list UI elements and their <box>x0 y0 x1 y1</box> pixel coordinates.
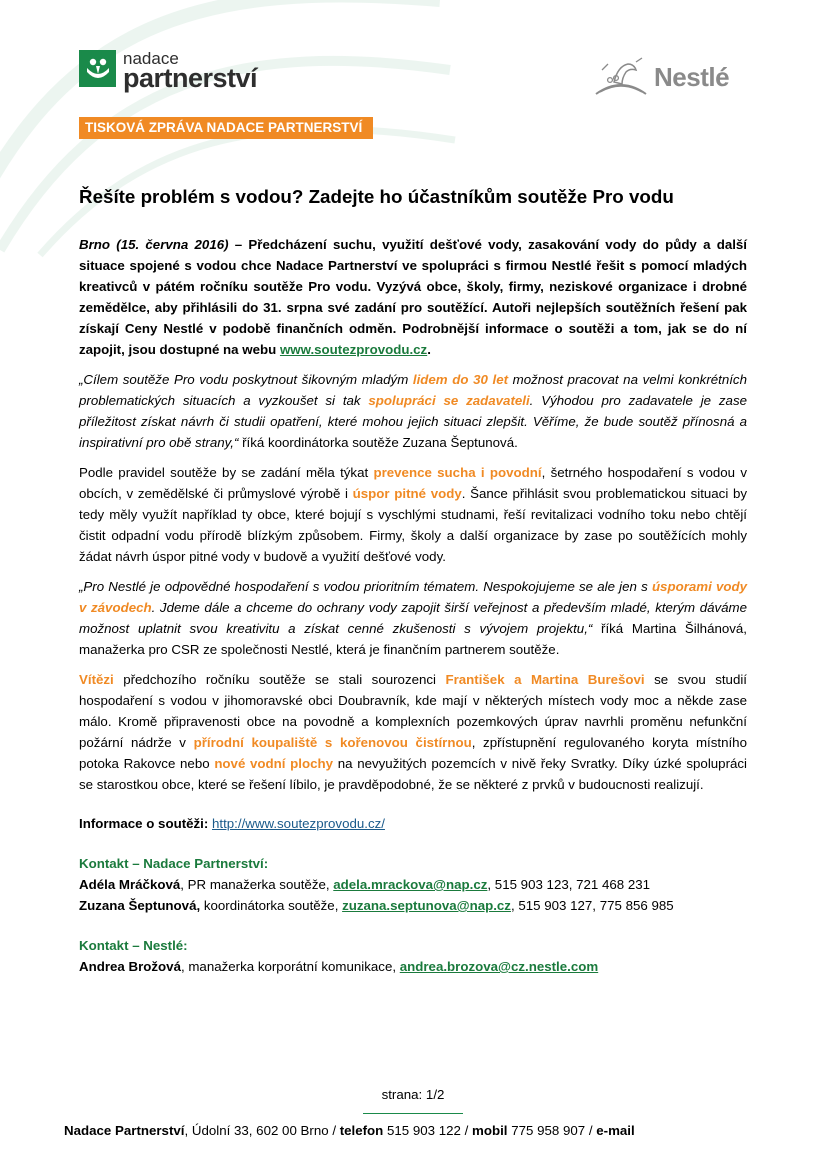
press-release-banner: TISKOVÁ ZPRÁVA NADACE PARTNERSTVÍ <box>79 117 373 139</box>
email-link-septunova[interactable]: zuzana.septunova@nap.cz <box>342 898 511 913</box>
winners-paragraph: Vítězi předchozího ročníku soutěže se stali sourozenci František a Martina Burešovi se svou studií hospodaření s vodou v jihomoravské obci Doubravník, kde mají v některých místech vody moc a někde zase málo. Kromě připravenosti obce na povodně a komplexních pozemkových úprav navrhli proměnu nefunkční požární nádrže v přírodní koupaliště s kořenovou čistírnou, zpřístupnění regulovaného koryta místního potoka Rakovce nebo nové vodní plochy na nevyužitých pozemcích v nivě řeky Svratky. Díky úzké spolupráci se starostkou obce, které se řešení líbilo, je pravděpodobné, že se některé z prvků v budoucnosti realizují. <box>79 672 747 792</box>
nestle-logo <box>592 56 729 98</box>
page-number: strana: 1/2 <box>381 1087 445 1102</box>
contact-nestle-heading: Kontakt – Nestlé: <box>79 938 188 953</box>
nestle-logo-text: Nestlé <box>654 61 730 92</box>
quote-paragraph-2: „Pro Nestlé je odpovědné hospodaření s vodou prioritním tématem. Nespokojujeme se ale jen s úsporami vody v závodech. Jdeme dále a chceme do ochrany vody zapojit širší veřejnost a především mladé, kterým dáváme možnost uplatnit svou kreativitu a získat cenné zkušenosti s vývojem projektu,“ říká Martina Šilhánová, manažerka pro CSR ze společnosti Nestlé, která je finančním partnerem soutěže. <box>79 579 747 657</box>
np-logo-small-text: nadace <box>123 49 179 68</box>
email-link-brozova[interactable]: andrea.brozova@cz.nestle.com <box>399 959 599 974</box>
rules-paragraph: Podle pravidel soutěže by se zadání měla týkat prevence sucha i povodní, šetrného hospodaření s vodou v obcích, v zemědělské či průmyslové výrobě i úspor pitné vody. Šance přihlásit svou problematickou situaci by tedy měly využít například ty obce, které bojují s vyschlými studnami, řeší revitalizaci vodního toku nebo chtějí čistit odpadní vodu přírodě blízkým způsobem. Firmy, školy a další organizace by zase po soutěžících mohly žádat návrh úspor pitné vody v budově a využití dešťové vody. <box>79 465 748 564</box>
footer-contact: Nadace Partnerství, Údolní 33, 602 00 Brno / telefon 515 903 122 / mobil 775 958 907 / e-mail <box>64 1123 635 1138</box>
info-link[interactable]: http://www.soutezprovodu.cz/ <box>212 816 385 831</box>
contact-nestle-person: Andrea Brožová, manažerka korporátní komunikace, andrea.brozova@cz.nestle.com <box>79 959 599 974</box>
website-link[interactable]: www.soutezprovodu.cz <box>279 342 428 357</box>
email-link-mrackova[interactable]: adela.mrackova@nap.cz <box>333 877 488 892</box>
contact-np-person-1: Adéla Mráčková, PR manažerka soutěže, adela.mrackova@nap.cz, 515 903 123, 721 468 231 <box>79 877 651 892</box>
contact-np-person-2: Zuzana Šeptunová, koordinátorka soutěže, zuzana.septunova@nap.cz, 515 903 127, 775 856 985 <box>79 898 674 913</box>
dateline: Brno (15. června 2016) <box>79 237 229 252</box>
nadace-partnerstvi-logo <box>79 50 257 92</box>
info-line: Informace o soutěži: http://www.soutezprovodu.cz/ <box>79 816 385 831</box>
contact-np <box>79 853 747 916</box>
article-title: Řešíte problém s vodou? Zadejte ho účastníkům soutěže Pro vodu <box>79 186 674 207</box>
lead-paragraph: Brno (15. června 2016) – Předcházení suchu, využití dešťové vody, zasakování vody do půdy a další situace spojené s vodou chce Nadace Partnerství ve spolupráci s firmou Nestlé řešit s pomocí mladých kreativců v pátém ročníku soutěže Pro vodu. Vyzývá obce, školy, firmy, neziskové organizace i drobné zemědělce, aby přihlásili do 31. srpna své zadání pro soutěžící. Autoři nejlepších soutěžních řešení pak získají Ceny Nestlé v podobě finančních odměn. Podrobnější informace o soutěži a tom, jak se do ní zapojit, jsou dostupné na webu www.soutezprovodu.cz. <box>79 237 748 357</box>
quote-paragraph-1: „Cílem soutěže Pro vodu poskytnout šikovným mladým lidem do 30 let možnost pracovat na velmi konkrétních problematických situacích a vyzkoušet si tak spolupráci se zadavateli. Výhodou pro zadavatele je zase příležitost získat návrh či studii opatření, které mohou jejich situaci zlepšit. Věříme, že bude soutěž přínosná a inspirativní pro obě strany,“ říká koordinátorka soutěže Zuzana Šeptunová. <box>79 372 747 450</box>
np-logo-big-text: partnerství <box>123 63 258 93</box>
article-body <box>79 184 747 977</box>
nestle-nest-icon <box>592 56 650 98</box>
contact-nestle <box>79 935 747 977</box>
np-logo-mark-icon <box>79 50 116 87</box>
contact-np-heading: Kontakt – Nadace Partnerství: <box>79 856 269 871</box>
footer-divider <box>363 1113 463 1114</box>
